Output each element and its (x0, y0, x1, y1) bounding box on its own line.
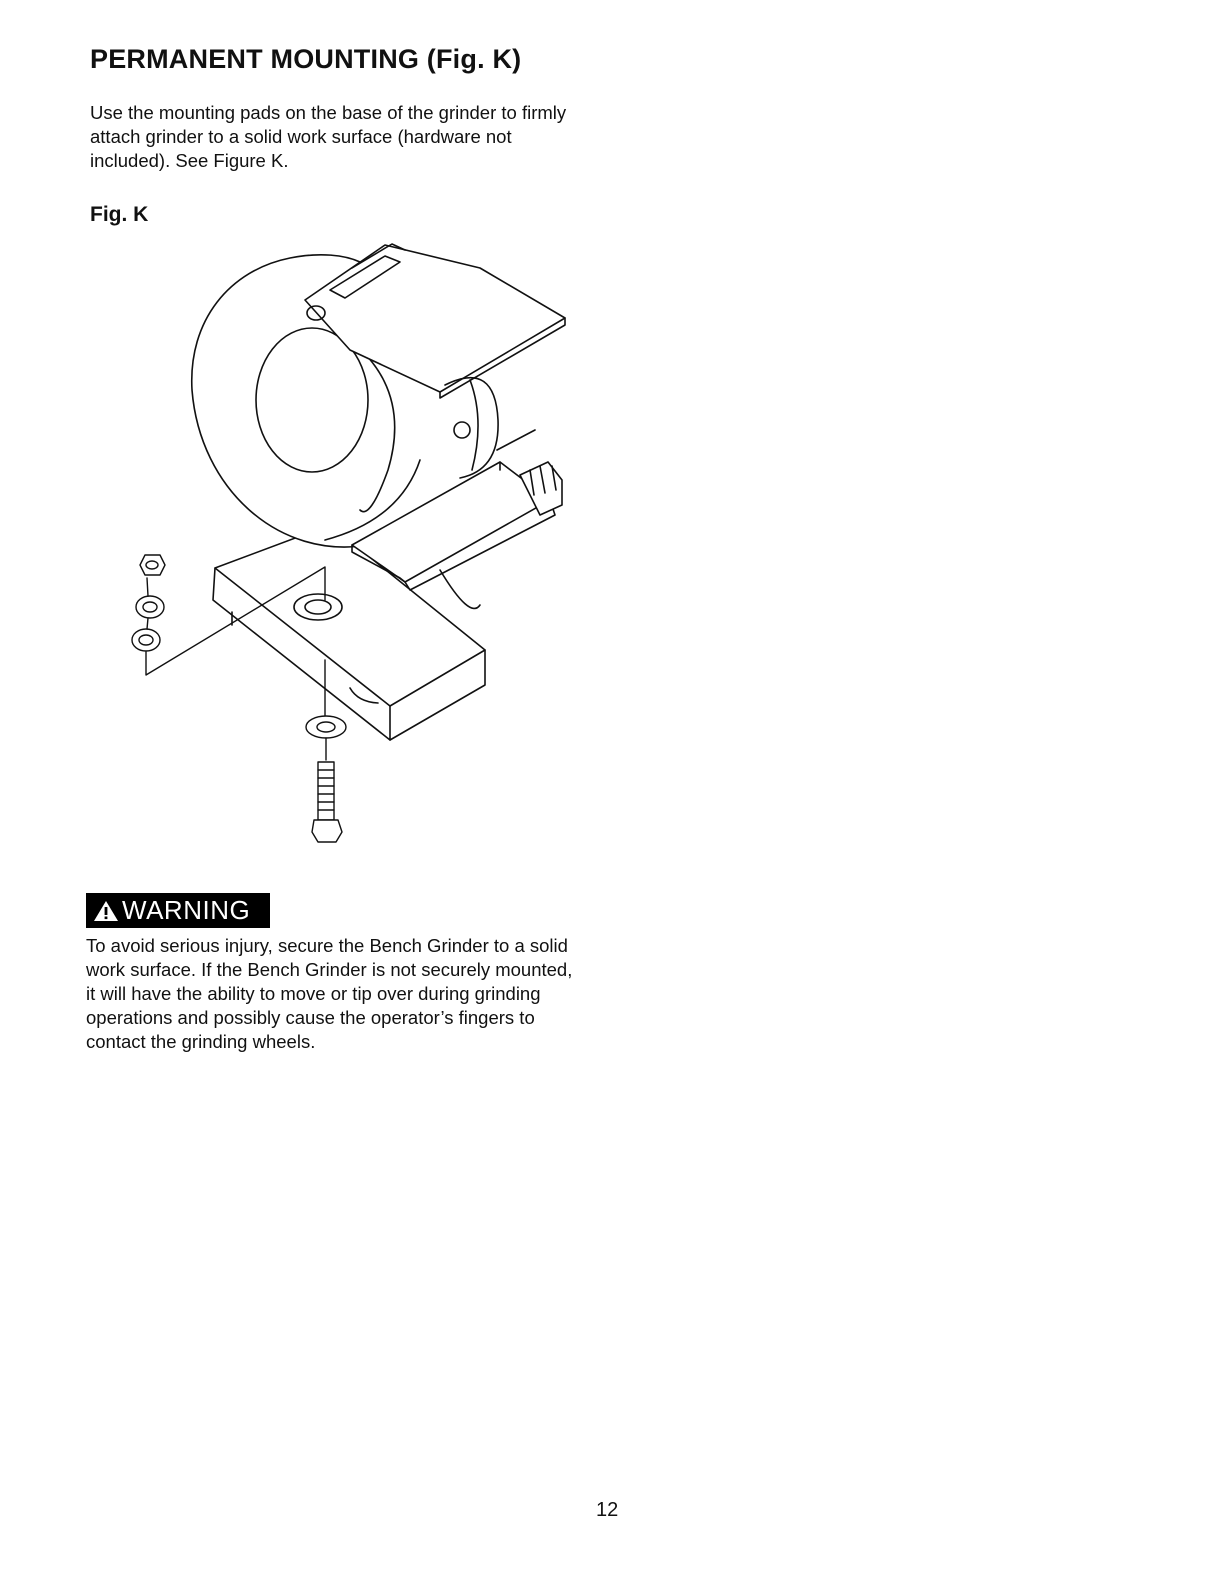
warning-triangle-icon (92, 899, 120, 923)
section-title: PERMANENT MOUNTING (Fig. K) (90, 44, 522, 74)
warning-label: WARNING (122, 895, 251, 925)
bench-grinder-mounting-diagram (110, 232, 580, 854)
page-number: 12 (596, 1499, 619, 1521)
warning-text: To avoid serious injury, secure the Bench Grinder to a solid work surface. If the Bench Grinder is not securely mounted, it will have the ability to move or tip over during grinding operations and possibly cause the operator’s fingers to contact the grinding wheels. (86, 935, 573, 1052)
figure-label: Fig. K (90, 203, 149, 226)
warning-badge (86, 893, 270, 928)
mounting-bolt (306, 660, 346, 842)
mounting-instructions: Use the mounting pads on the base of the grinder to firmly attach grinder to a solid work surface (hardware not included). See Figure K. (90, 102, 567, 171)
motor-housing (445, 378, 535, 478)
